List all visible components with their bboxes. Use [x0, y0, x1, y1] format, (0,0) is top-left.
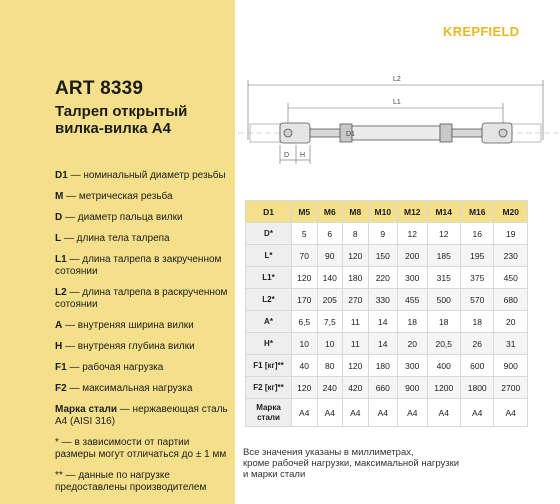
table-cell: A4	[343, 399, 369, 427]
label-d1: D1	[346, 131, 355, 138]
table-cell: 220	[368, 267, 397, 289]
table-cell: 120	[343, 245, 369, 267]
body-hex-right	[440, 124, 452, 142]
row-label: F2 [кг]**	[246, 377, 292, 399]
table-cell: 20	[398, 333, 427, 355]
definition-text: — номинальный диаметр резьбы	[67, 170, 226, 181]
table-cell: 140	[317, 267, 343, 289]
row-label: A*	[246, 311, 292, 333]
table-body	[246, 223, 528, 427]
definition-term: Марка стали	[55, 404, 117, 415]
table-cell: 31	[494, 333, 528, 355]
table-cell: 455	[398, 289, 427, 311]
label-l1: L1	[393, 99, 401, 106]
definition-item	[55, 191, 231, 203]
table-cell: 12	[398, 223, 427, 245]
row-label: L1*	[246, 267, 292, 289]
table-cell: 900	[398, 377, 427, 399]
table-cell: 9	[368, 223, 397, 245]
table-cell: 600	[460, 355, 493, 377]
definition-text: ** — данные по нагрузке предоставлены производителем	[55, 470, 207, 493]
subtitle-line: Талреп открытый	[55, 103, 188, 120]
table-cell: 230	[494, 245, 528, 267]
row-label-line: Марка	[256, 402, 281, 412]
definition-term: A	[55, 320, 63, 331]
table-cell: A4	[317, 399, 343, 427]
row-label: D*	[246, 223, 292, 245]
table-cell: 19	[494, 223, 528, 245]
table-cell: A4	[494, 399, 528, 427]
definition-item	[55, 254, 231, 278]
table-cell: 900	[494, 355, 528, 377]
definition-term: D	[55, 212, 63, 223]
table-cell: 6,5	[292, 311, 318, 333]
right-pin	[499, 129, 507, 137]
definition-item	[55, 470, 231, 494]
table-cell: 240	[317, 377, 343, 399]
table-row	[246, 267, 528, 289]
label-l2: L2	[393, 76, 401, 83]
turnbuckle-body	[250, 123, 541, 143]
definition-text: — длина талрепа в закрученном сотоянии	[55, 254, 222, 277]
row-label	[246, 399, 292, 427]
table-cell: 450	[494, 267, 528, 289]
definition-text: — максимальная нагрузка	[66, 383, 193, 394]
table-cell: 1800	[460, 377, 493, 399]
specification-table	[245, 200, 528, 427]
label-d: D	[284, 152, 290, 159]
table-cell: 16	[460, 223, 493, 245]
product-subtitle	[55, 103, 187, 137]
table-cell: 8	[343, 223, 369, 245]
left-pin	[284, 129, 292, 137]
definition-text: — метрическая резьба	[63, 191, 173, 202]
table-row	[246, 333, 528, 355]
definition-item	[55, 437, 231, 461]
table-cell: 70	[292, 245, 318, 267]
table-cell: 18	[460, 311, 493, 333]
table-cell: 2700	[494, 377, 528, 399]
definition-item	[55, 320, 231, 332]
table-cell: 150	[368, 245, 397, 267]
definition-term: D1	[55, 170, 68, 181]
table-cell: A4	[427, 399, 460, 427]
table-row	[246, 289, 528, 311]
table-cell: 120	[292, 267, 318, 289]
table-cell: 26	[460, 333, 493, 355]
table-cell: 1200	[427, 377, 460, 399]
definition-text: — длина талрепа в раскрученном сотоянии	[55, 287, 228, 310]
table-cell: 11	[343, 333, 369, 355]
table-cell: 680	[494, 289, 528, 311]
table-cell: 205	[317, 289, 343, 311]
table-cell: 40	[292, 355, 318, 377]
table-cell: 90	[317, 245, 343, 267]
table-cell: 7,5	[317, 311, 343, 333]
table-cell: A4	[398, 399, 427, 427]
table-cell: 20,5	[427, 333, 460, 355]
table-header-cell: M10	[368, 201, 397, 223]
row-label: F1 [кг]**	[246, 355, 292, 377]
table-header-row	[246, 201, 528, 223]
table-cell: 300	[398, 355, 427, 377]
table-header-cell: M20	[494, 201, 528, 223]
table-header-cell: M16	[460, 201, 493, 223]
table-cell: 14	[368, 311, 397, 333]
table-row	[246, 223, 528, 245]
table-row	[246, 245, 528, 267]
definition-item	[55, 362, 231, 374]
table-cell: 11	[343, 311, 369, 333]
definition-term: L2	[55, 287, 67, 298]
definition-term: M	[55, 191, 64, 202]
table-cell: 300	[398, 267, 427, 289]
article-title: ART 8339	[55, 78, 144, 99]
table-header-cell: M5	[292, 201, 318, 223]
table-cell: 200	[398, 245, 427, 267]
table-row-steel-grade	[246, 399, 528, 427]
table-cell: 330	[368, 289, 397, 311]
table-cell: 14	[368, 333, 397, 355]
table-header-cell: M14	[427, 201, 460, 223]
table-cell: 10	[292, 333, 318, 355]
table-cell: 120	[292, 377, 318, 399]
table-cell: 5	[292, 223, 318, 245]
definition-item	[55, 404, 231, 428]
note-line: Все значения указаны в миллиметрах,	[243, 447, 414, 458]
definitions-list	[55, 170, 231, 503]
definition-item	[55, 287, 231, 311]
table-cell: A4	[368, 399, 397, 427]
table-cell: 18	[398, 311, 427, 333]
table-cell: 315	[427, 267, 460, 289]
table-cell: 180	[368, 355, 397, 377]
definition-term: F2	[55, 383, 67, 394]
brand-logo: KREPFIELD	[443, 24, 520, 39]
definition-text: — рабочая нагрузка	[66, 362, 164, 373]
table-cell: 18	[427, 311, 460, 333]
table-cell: 80	[317, 355, 343, 377]
table-cell: A4	[460, 399, 493, 427]
right-screw	[452, 129, 482, 137]
units-note	[243, 447, 543, 480]
table-row	[246, 377, 528, 399]
row-label: L2*	[246, 289, 292, 311]
definition-text: — диаметр пальца вилки	[62, 212, 183, 223]
table-cell: 660	[368, 377, 397, 399]
table-cell: 12	[427, 223, 460, 245]
row-label: H*	[246, 333, 292, 355]
label-h: H	[300, 152, 306, 159]
table-row	[246, 311, 528, 333]
table-header-cell: M6	[317, 201, 343, 223]
table-header-cell: M8	[343, 201, 369, 223]
definition-text: — внутреняя ширина вилки	[62, 320, 194, 331]
turnbuckle-drawing	[238, 60, 560, 190]
definition-item	[55, 383, 231, 395]
definition-item	[55, 341, 231, 353]
table-cell: 170	[292, 289, 318, 311]
left-screw	[310, 129, 340, 137]
row-label: L*	[246, 245, 292, 267]
table-cell: 10	[317, 333, 343, 355]
table-cell: 20	[494, 311, 528, 333]
definition-term: L	[55, 233, 62, 244]
note-line: кроме рабочей нагрузки, максимальной нагрузки	[243, 458, 460, 469]
table-header-cell: D1	[246, 201, 292, 223]
definition-term: F1	[55, 362, 67, 373]
definition-text: — длина тела талрепа	[61, 233, 170, 244]
table-cell: 180	[343, 267, 369, 289]
table-cell: 185	[427, 245, 460, 267]
note-line: и марки стали	[243, 469, 306, 480]
definition-item	[55, 233, 231, 245]
table-header-cell: M12	[398, 201, 427, 223]
right-fork	[482, 123, 512, 143]
table-cell: 570	[460, 289, 493, 311]
table-cell: 120	[343, 355, 369, 377]
definition-term: L1	[55, 254, 67, 265]
table-cell: A4	[292, 399, 318, 427]
table-cell: 195	[460, 245, 493, 267]
definition-item	[55, 170, 231, 182]
info-panel	[0, 0, 235, 504]
definition-term: H	[55, 341, 63, 352]
table-cell: 420	[343, 377, 369, 399]
table-row	[246, 355, 528, 377]
row-label-line: стали	[257, 412, 280, 422]
table-cell: 500	[427, 289, 460, 311]
subtitle-line: вилка-вилка A4	[55, 120, 171, 137]
definition-text: * — в зависимости от партии размеры могут отличаться до ± 1 мм	[55, 437, 227, 460]
definition-text: — внутреняя глубина вилки	[62, 341, 195, 352]
table-cell: 375	[460, 267, 493, 289]
body-frame	[352, 126, 440, 140]
definition-text: — нержавеющая сталь A4 (AISI 316)	[55, 404, 228, 427]
definition-item	[55, 212, 231, 224]
table-cell: 270	[343, 289, 369, 311]
table-cell: 400	[427, 355, 460, 377]
table-cell: 6	[317, 223, 343, 245]
